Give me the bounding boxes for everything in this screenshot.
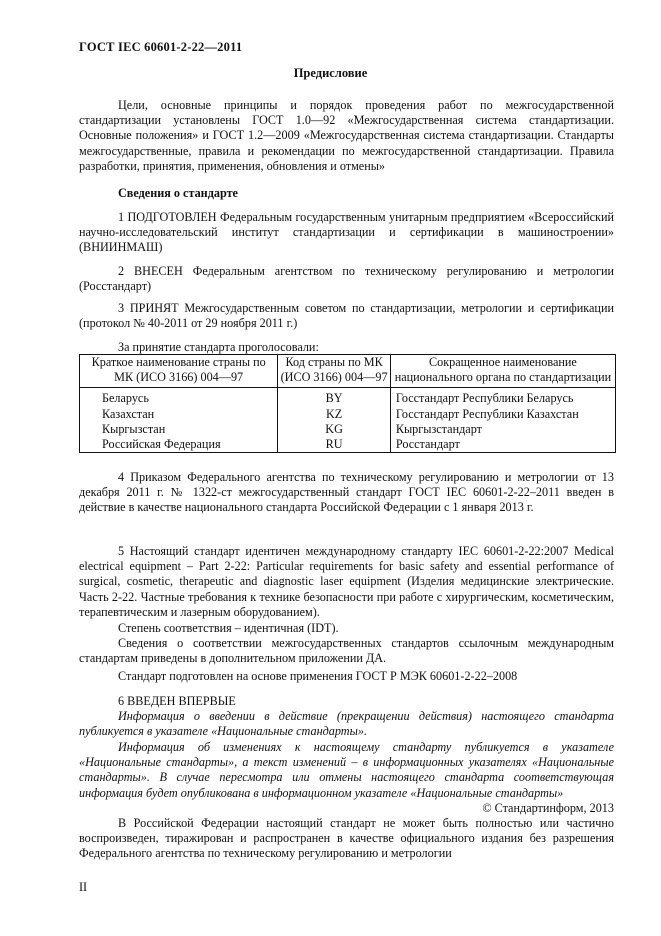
item-5-degree: Степень соответствия – идентичная (IDT).	[118, 621, 339, 635]
standards-body-cell: Госстандарт Республики Беларусь	[390, 388, 615, 407]
country-name-cell: Российская Федерация	[80, 437, 278, 453]
item-1-paragraph: 1 ПОДГОТОВЛЕН Федеральным государственным унитарным предприятием «Всероссийский научно-исследовательский институт стандартизации и сертификации в машиностроении» (ВНИИНМАШ)	[79, 210, 614, 255]
table-row	[80, 407, 616, 422]
table-header-row	[80, 355, 616, 388]
italic-note-1: Информация о введении в действие (прекращении действия) настоящего стандарта публикуется в указателе «Национальные стандарты».	[79, 709, 614, 739]
voting-table	[79, 354, 616, 453]
country-code-cell: KG	[278, 422, 391, 437]
page-title: Предисловие	[293, 66, 368, 80]
table-header-cell: Краткое наименование страны по МК (ИСО 3166) 004—97	[80, 355, 278, 388]
country-name-cell: Беларусь	[80, 388, 278, 407]
item-5-paragraph: 5 Настоящий стандарт идентичен международному стандарту IEC 60601-2-22:2007 Medical electrical equipment – Part 2-22: Particular requirements for basic safety and essential performance of surgical, cosmetic, therapeutic and diagnostic laser equipment (Изделия медицинские электрические. Часть 2-22. Частные требования к технике безопасности при работе с хирургическим, косметическим, терапевтическим и лазерным оборудованием).	[79, 544, 614, 619]
vote-caption: За принятие стандарта проголосовали:	[118, 340, 319, 354]
country-code-cell: RU	[278, 437, 391, 453]
country-name-cell: Кыргызстан	[80, 422, 278, 437]
item-5-info: Сведения о соответствии межгосударственных стандартов ссылочным международным стандартам приведены в дополнительном приложении ДА.	[79, 636, 614, 666]
standards-body-cell: Росстандарт	[390, 437, 615, 453]
item-5-basis: Стандарт подготовлен на основе применения ГОСТ Р МЭК 60601-2-22–2008	[118, 669, 518, 683]
country-code-cell: BY	[278, 388, 391, 407]
info-heading: Сведения о стандарте	[118, 186, 238, 200]
table-row	[80, 388, 616, 407]
item-4-paragraph: 4 Приказом Федерального агентства по техническому регулированию и метрологии от 13 декабря 2011 г. № 1322-ст межгосударственный стандарт ГОСТ IEC 60601-2-22–2011 введен в действие в качестве национального стандарта Российской Федерации с 1 января 2013 г.	[79, 470, 614, 515]
item-3-paragraph: 3 ПРИНЯТ Межгосударственным советом по стандартизации, метрологии и сертификации (протокол № 40-2011 от 29 ноября 2011 г.)	[79, 301, 614, 331]
page-number: II	[79, 880, 88, 894]
table-header-cell: Сокращенное наименование национального органа по стандартизации	[390, 355, 615, 388]
italic-note-2: Информация об изменениях к настоящему стандарту публикуется в указателе «Национальные стандарты», а текст изменений – в информационных указателях «Национальные стандарты». В случае пересмотра или отмены настоящего стандарта соответствующая информация будет опубликована в информационном указателе «Национальные стандарты»	[79, 740, 614, 800]
item-2-paragraph: 2 ВНЕСЕН Федеральным агентством по техническому регулированию и метрологии (Росстандарт)	[79, 264, 614, 294]
final-paragraph: В Российской Федерации настоящий стандарт не может быть полностью или частично воспроизведен, тиражирован и распространен в качестве официального издания без разрешения Федерального агентства по техническому регулированию и метрологии	[79, 816, 614, 861]
table-row	[80, 437, 616, 453]
copyright-line: © Стандартинформ, 2013	[482, 801, 614, 815]
intro-paragraph: Цели, основные принципы и порядок проведения работ по межгосударственной стандартизации установлены ГОСТ 1.0—92 «Межгосударственная система стандартизации. Основные положения» и ГОСТ 1.2—2009 «Межгосударственная система стандартизации. Стандарты межгосударственные, правила и рекомендации по межгосударственной стандартизации. Правила разработки, принятия, применения, обновления и отмены»	[79, 98, 614, 173]
standards-body-cell: Госстандарт Республики Казахстан	[390, 407, 615, 422]
standards-body-cell: Кыргызстандарт	[390, 422, 615, 437]
country-name-cell: Казахстан	[80, 407, 278, 422]
table-header-cell: Код страны по МК (ИСО 3166) 004—97	[278, 355, 391, 388]
country-code-cell: KZ	[278, 407, 391, 422]
document-header: ГОСТ IEC 60601-2-22—2011	[79, 40, 243, 54]
item-6-paragraph: 6 ВВЕДЕН ВПЕРВЫЕ	[118, 694, 236, 708]
table-row	[80, 422, 616, 437]
